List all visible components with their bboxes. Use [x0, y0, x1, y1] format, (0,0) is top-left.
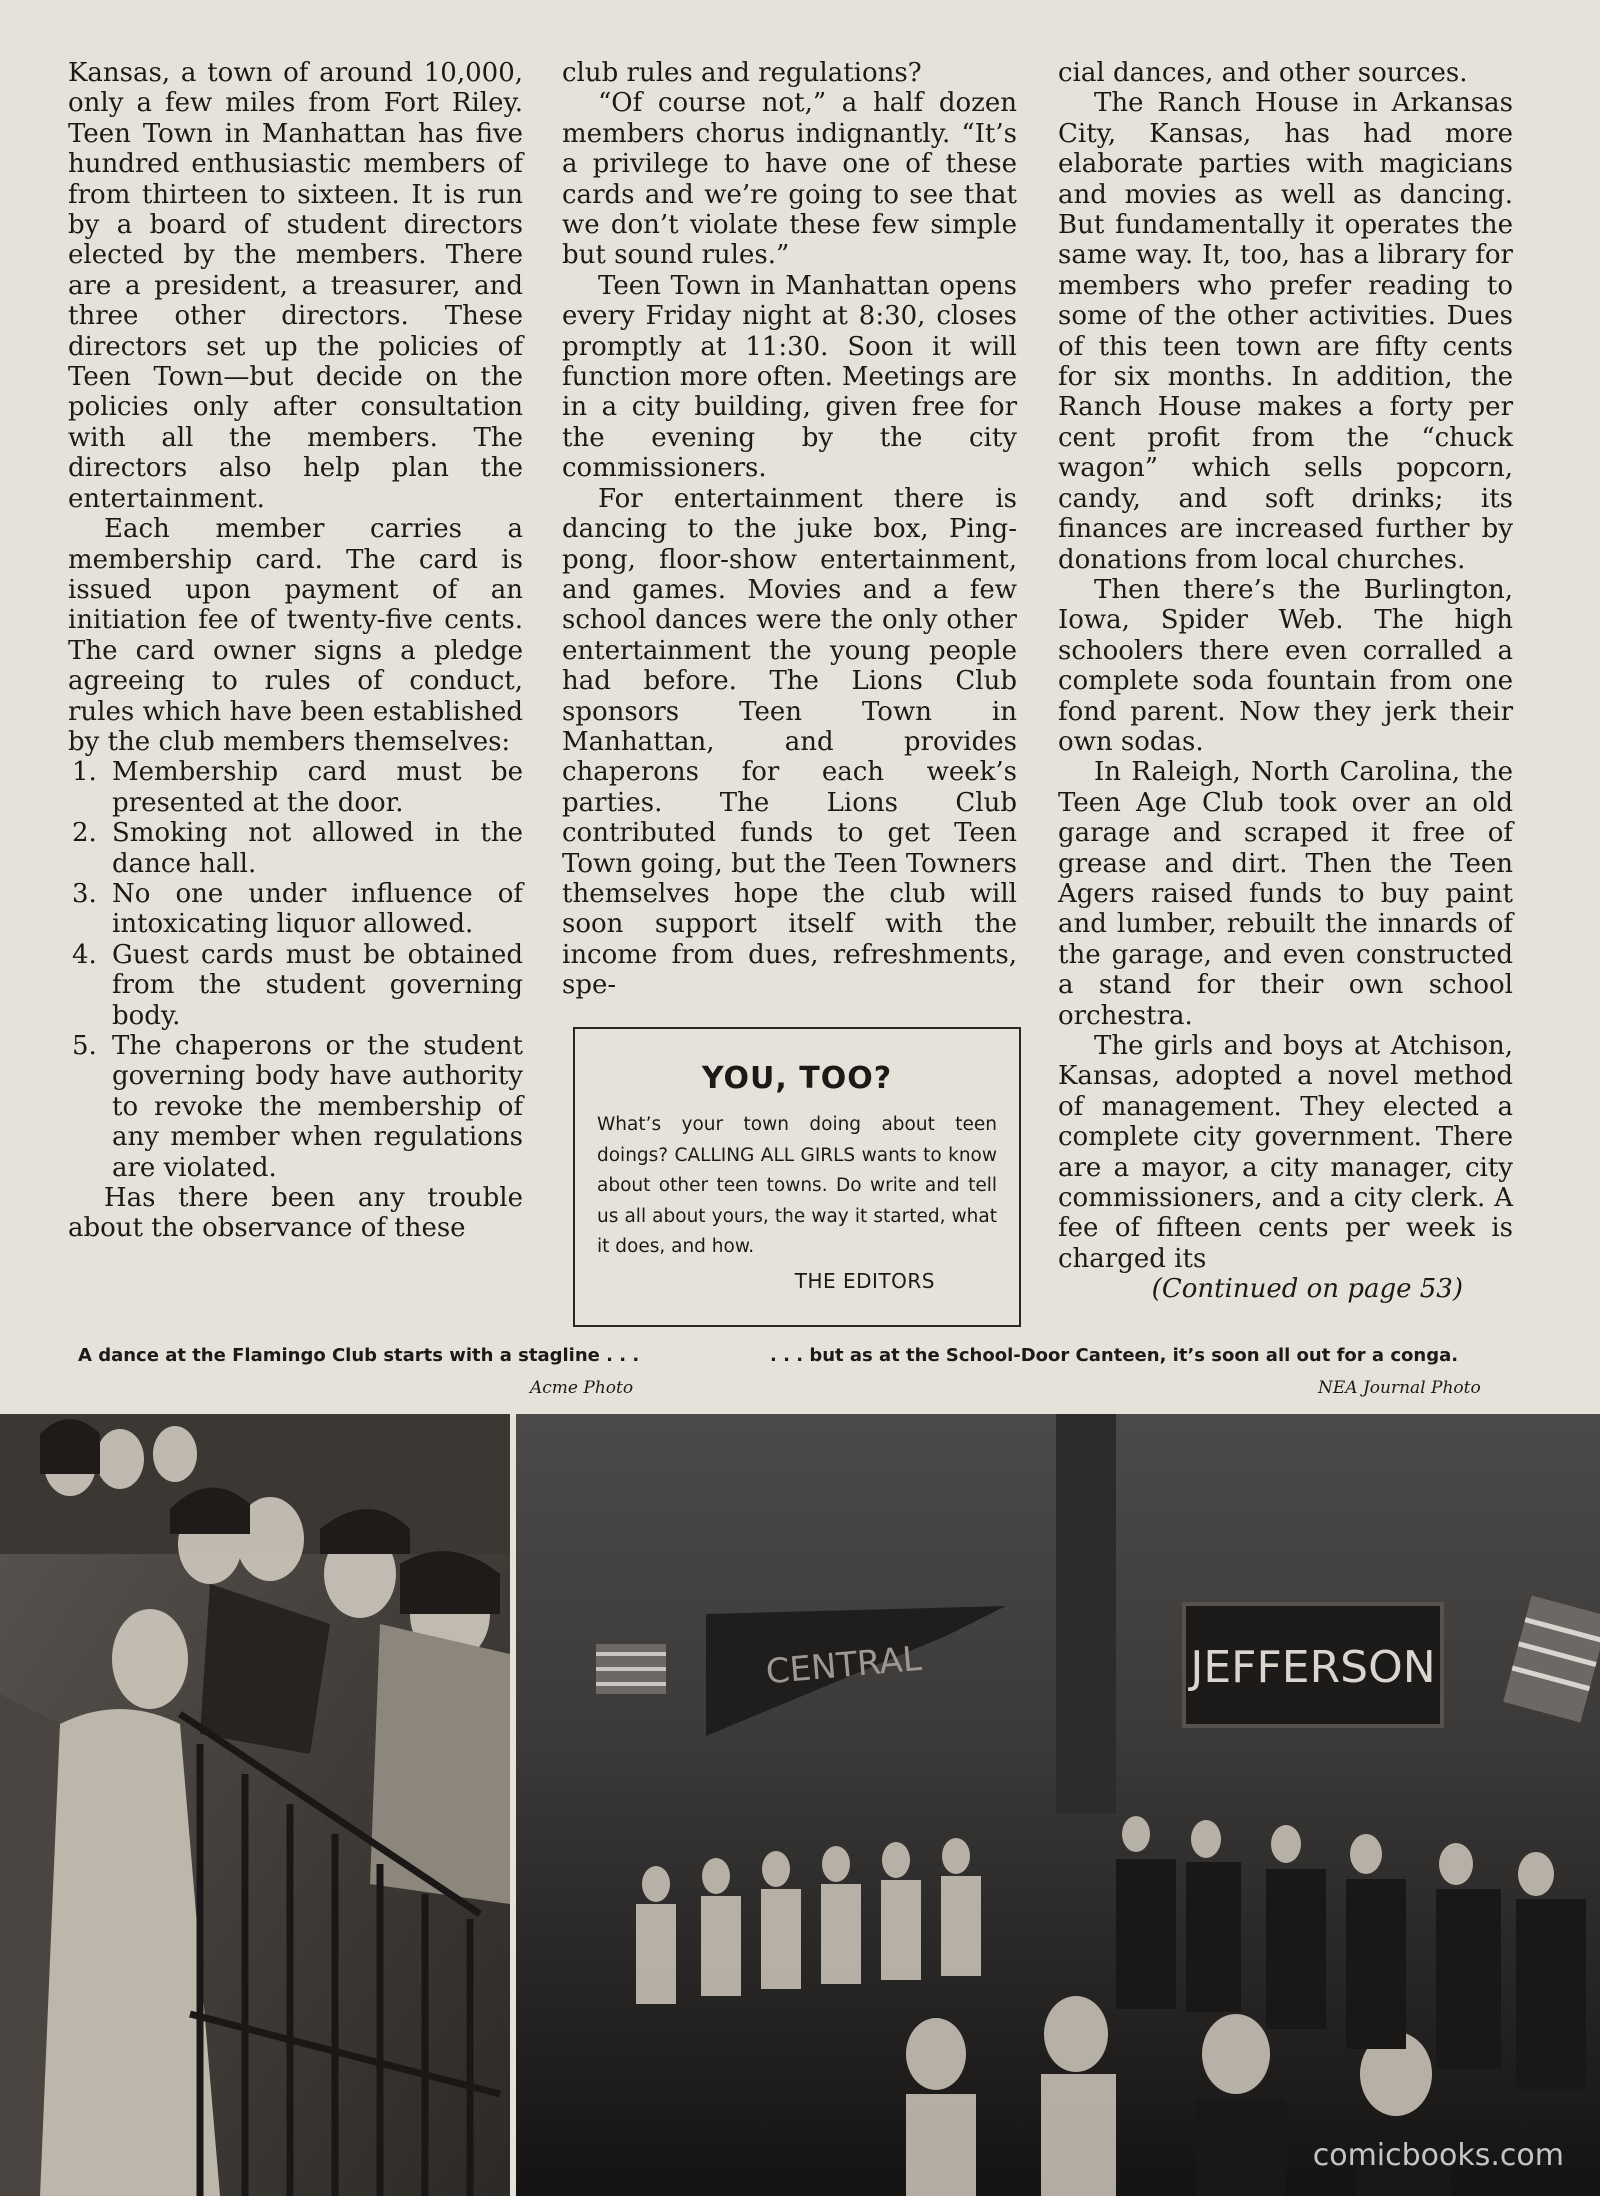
rule-item: 4. Guest cards must be obtained from the student governing body. — [72, 939, 523, 1031]
paragraph: Then there’s the Burlington, Iowa, Spider Web. The high schoolers there even corralled a complete soda fountain from one fond parent. Now they jerk their own sodas. — [1058, 574, 1513, 757]
sidebar-title: YOU, TOO? — [701, 1061, 893, 1096]
credit-right: NEA Journal Photo — [1318, 1378, 1481, 1398]
caption-left: A dance at the Flamingo Club starts with a stagline . . . — [78, 1345, 640, 1366]
paragraph: club rules and regulations? — [562, 58, 922, 88]
rules-list — [68, 757, 523, 1183]
caption-right: . . . but as at the School-Door Canteen, it’s soon all out for a conga. — [770, 1345, 1459, 1366]
sidebar-box — [573, 1027, 1021, 1327]
photo-stagline-image — [0, 1414, 510, 2196]
paragraph: Has there been any trouble about the observance of these — [68, 1183, 523, 1244]
text-column-2 — [562, 58, 1017, 1001]
text-column-1 — [68, 58, 523, 1244]
paragraph: Each member carries a membership card. The card is issued upon payment of an initiation fee of twenty-five cents. The card owner signs a pledge agreeing to rules of conduct, rules which have been established by the club members themselves: — [68, 514, 523, 757]
rule-item: 1. Membership card must be presented at the door. — [72, 757, 523, 818]
photo-conga-image — [516, 1414, 1600, 2196]
paragraph: The Ranch House in Arkansas City, Kansas, has had more elaborate parties with magicians and movies as well as dancing. But fundamentally it operates the same way. It, too, has a library for members who prefer reading to some of the other activities. Dues of this teen town are fifty cents for six months. In addition, the Ranch House makes a forty per cent profit from the “chuck wagon” which sells popcorn, candy, and soft drinks; its finances are increased further by donations from local churches. — [1058, 88, 1513, 575]
rule-item: 2. Smoking not allowed in the dance hall. — [72, 818, 523, 879]
paragraph: In Raleigh, North Carolina, the Teen Age Club took over an old garage and scraped it free of grease and dirt. Then the Teen Agers raised funds to buy paint and lumber, rebuilt the innards of the garage, and even constructed a stand for their own school orchestra. — [1058, 757, 1513, 1031]
credit-left: Acme Photo — [530, 1378, 634, 1398]
paragraph: “Of course not,” a half dozen members chorus indignantly. “It’s a privilege to have one of these cards and we’re going to see that we don’t violate these few simple but sound rules.” — [562, 88, 1017, 271]
sidebar-body: What’s your town doing about teen doings? CALLING ALL GIRLS wants to know about other teen towns. Do write and tell us all about yours, the way it started, what it does, and how. — [597, 1114, 997, 1257]
banner-central: CENTRAL — [764, 1638, 924, 1693]
paragraph: cial dances, and other sources. — [1058, 58, 1468, 88]
banner-jefferson: JEFFERSON — [1190, 1642, 1436, 1693]
photo-stagline — [0, 1414, 510, 2196]
sidebar-signature: THE EDITORS — [794, 1268, 935, 1293]
paragraph: Teen Town in Manhattan opens every Friday night at 8:30, closes promptly at 11:30. Soon it will function more often. Meetings are in a city building, given free for the evening by the city commissioners. — [562, 270, 1017, 484]
paragraph: The girls and boys at Atchison, Kansas, adopted a novel method of management. They elected a complete city government. There are a mayor, a city manager, city commissioners, and a city clerk. A fee of fifteen cents per week is charged its — [1058, 1031, 1513, 1274]
rule-item: 3. No one under influence of intoxicating liquor allowed. — [72, 878, 523, 940]
watermark: comicbooks.com — [1312, 2138, 1564, 2173]
flag-icon — [596, 1644, 666, 1694]
continued-note: (Continued on page 53) — [1151, 1274, 1463, 1305]
paragraph: For entertainment there is dancing to the juke box, Ping-pong, floor-show entertainment, and games. Movies and a few school dances were the only other entertainment the young people had before. The Lions Club sponsors Teen Town in Manhattan, and provides chaperons for each week’s parties. The Lions Club contributed funds to get Teen Town going, but the Teen Towners themselves hope the club will soon support itself with the income from dues, refreshments, spe- — [562, 483, 1017, 1001]
text-column-3 — [1058, 58, 1513, 1305]
rule-item: 5. The chaperons or the student governing body have authority to revoke the membership of any member when regulations are violated. — [72, 1031, 523, 1183]
paragraph: Kansas, a town of around 10,000, only a few miles from Fort Riley. Teen Town in Manhattan has five hundred enthusiastic members of from thirteen to sixteen. It is run by a board of student directors elected by the members. There are a president, a treasurer, and three other directors. These directors set up the policies of Teen Town—but decide on the policies only after consultation with all the members. The directors also help plan the entertainment. — [68, 58, 523, 514]
photo-conga — [516, 1414, 1600, 2196]
